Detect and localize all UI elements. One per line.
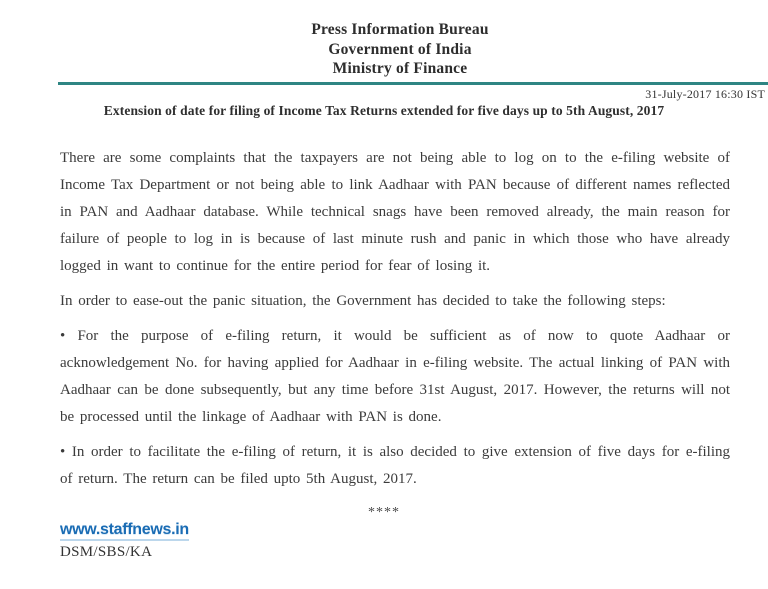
government-line: Government of India xyxy=(328,40,472,58)
end-marker: **** xyxy=(368,504,400,520)
header-divider-rule xyxy=(58,82,768,85)
release-id: DSM/SBS/KA xyxy=(60,544,153,560)
release-title: Extension of date for filing of Income Tax Returns extended for five days up to 5th August, 2017 xyxy=(103,102,665,118)
document-header xyxy=(16,20,768,79)
release-body xyxy=(60,145,730,493)
body-paragraph-1: There are some complaints that the taxpayers are not being able to log on to the e-filing website of Income Tax Department or not being able to link Aadhaar with PAN because of different names reflected in PAN and Aadhaar database. While technical snags have been removed already, the main reason for failure of people to log in is because of last minute rush and panic in which those who have already logged in want to continue for the entire period for fear of losing it. xyxy=(60,149,730,274)
ministry-line: Ministry of Finance xyxy=(332,60,468,77)
body-paragraph-2: In order to ease-out the panic situation, the Government has decided to take the following steps: xyxy=(60,292,666,309)
staffnews-watermark-link[interactable]: www.staffnews.in xyxy=(60,521,189,541)
bullet-point-2: • In order to facilitate the e-filing of return, it is also decided to give extension of five days for e-filing of return. The return can be filed upto 5th August, 2017. xyxy=(60,443,730,487)
release-datetime: 31-July-2017 16:30 IST xyxy=(645,86,765,101)
pib-name: Press Information Bureau xyxy=(311,21,489,38)
bullet-point-1: • For the purpose of e-filing return, it would be sufficient as of now to quote Aadhaar or acknowledgement No. for having applied for Aadhaar in e-filing website. The actual linking of PAN with Aadhaar can be done subsequently, but any time before 31st August, 2017. However, the returns will not be processed until the linkage of Aadhaar with PAN is done. xyxy=(60,327,730,425)
document-footer xyxy=(60,521,189,561)
